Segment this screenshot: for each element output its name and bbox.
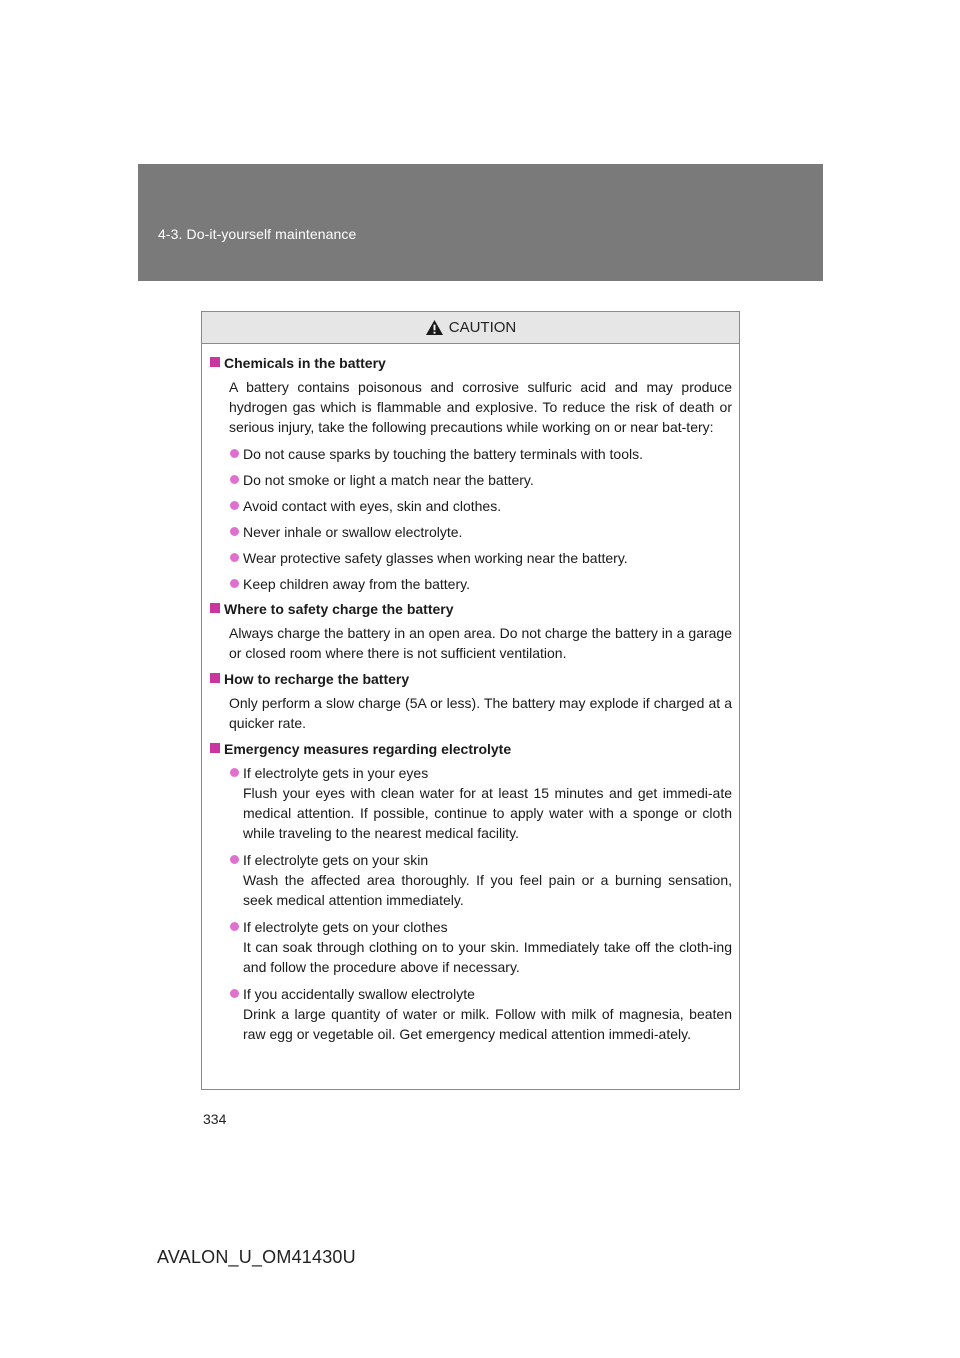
- section-title-where-to-charge: Where to safety charge the battery: [224, 601, 454, 617]
- list-item: Keep children away from the battery.: [229, 574, 732, 594]
- section-paragraph: Only perform a slow charge (5A or less). The battery may explode if charged at a quicker rate.: [229, 695, 732, 731]
- caution-box: [201, 311, 740, 1090]
- footer-code: AVALON_U_OM41430U: [157, 1247, 356, 1267]
- item-heading: If electrolyte gets in your eyes: [243, 765, 429, 781]
- dot-bullet-icon: [230, 501, 239, 510]
- dot-bullet-icon: [230, 449, 239, 458]
- item-heading: If electrolyte gets on your clothes: [243, 919, 448, 935]
- section-paragraph: Always charge the battery in an open area. Do not charge the battery in a garage or closed room where there is not sufficient ventilation.: [229, 625, 732, 661]
- square-bullet-icon: [210, 673, 220, 683]
- square-bullet-icon: [210, 603, 220, 613]
- section-title-how-to-recharge: How to recharge the battery: [224, 671, 410, 687]
- list-item: [229, 763, 732, 843]
- list-item: Do not smoke or light a match near the battery.: [229, 470, 732, 490]
- item-heading: If you accidentally swallow electrolyte: [243, 986, 475, 1002]
- section-title-chemicals: Chemicals in the battery: [224, 355, 386, 371]
- section-how-to-recharge: [210, 670, 732, 733]
- dot-bullet-icon: [230, 768, 239, 777]
- item-heading: If electrolyte gets on your skin: [243, 852, 429, 868]
- section-title: 4-3. Do-it-yourself maintenance: [158, 226, 357, 242]
- dot-bullet-icon: [230, 855, 239, 864]
- section-where-to-charge: [210, 600, 732, 663]
- caution-header: [202, 312, 739, 344]
- section-title-emergency: Emergency measures regarding electrolyte: [224, 741, 512, 757]
- square-bullet-icon: [210, 357, 220, 367]
- caution-body: [202, 344, 739, 1044]
- list-item: [229, 850, 732, 910]
- dot-bullet-icon: [230, 579, 239, 588]
- list-item: Do not cause sparks by touching the battery terminals with tools.: [229, 444, 732, 464]
- section-emergency-measures: [210, 740, 732, 1044]
- item-text: Flush your eyes with clean water for at least 15 minutes and get immedi-ate medical attention. If possible, continue to apply water with a sponge or cloth while traveling to the nearest medical facility.: [243, 785, 732, 841]
- item-text: It can soak through clothing on to your skin. Immediately take off the cloth-ing and follow the procedure above if necessary.: [243, 939, 732, 975]
- dot-bullet-icon: [230, 553, 239, 562]
- dot-bullet-icon: [230, 475, 239, 484]
- list-item: Avoid contact with eyes, skin and clothes.: [229, 496, 732, 516]
- list-item: Wear protective safety glasses when working near the battery.: [229, 548, 732, 568]
- dot-bullet-icon: [230, 989, 239, 998]
- caution-label: CAUTION: [448, 319, 517, 336]
- section-paragraph: A battery contains poisonous and corrosive sulfuric acid and may produce hydrogen gas which is flammable and explosive. To reduce the risk of death or serious injury, take the following precautions while working on or near bat-tery:: [229, 379, 732, 435]
- item-text: Wash the affected area thoroughly. If you feel pain or a burning sensation, seek medical attention immediately.: [243, 872, 732, 908]
- section-chemicals: [210, 354, 732, 594]
- page-number: 334: [203, 1111, 227, 1127]
- list-item: [229, 917, 732, 977]
- item-text: Drink a large quantity of water or milk. Follow with milk of magnesia, beaten raw egg or vegetable oil. Get emergency medical attention immedi-ately.: [243, 1006, 732, 1042]
- dot-bullet-icon: [230, 527, 239, 536]
- dot-bullet-icon: [230, 922, 239, 931]
- list-item: Never inhale or swallow electrolyte.: [229, 522, 732, 542]
- header-band: [138, 164, 823, 281]
- warning-triangle-icon: [425, 319, 444, 336]
- square-bullet-icon: [210, 743, 220, 753]
- list-item: [229, 984, 732, 1044]
